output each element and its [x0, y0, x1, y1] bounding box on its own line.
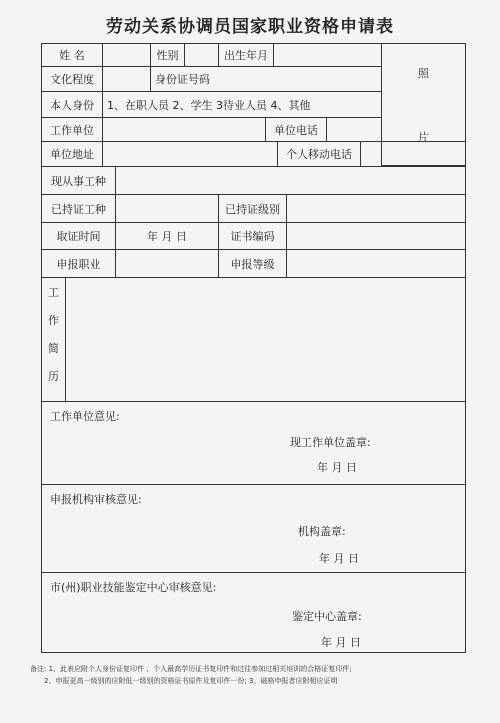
held-job-field[interactable] [115, 194, 219, 223]
photo-char-1: 照 [418, 66, 429, 80]
resume-char-2: 作 [48, 314, 59, 327]
resume-char-3: 简 [48, 342, 59, 355]
obtain-time-field[interactable]: 年 月 日 [115, 222, 219, 250]
employer-phone-field[interactable] [326, 117, 382, 142]
agency-opinion-label: 申报机构审核意见: [50, 493, 142, 506]
resume-field[interactable] [65, 277, 466, 402]
note-line-1: 备注: 1、此表应附个人身份证复印件 、个人最高学历证书复印件和过往参加过相关培训的合格证复印件; [30, 665, 352, 673]
agency-date: 年 月 日 [319, 552, 359, 565]
resume-char-1: 工 [48, 286, 59, 299]
held-level-field[interactable] [286, 194, 466, 223]
address-label: 单位地址 [41, 141, 103, 167]
employer-field[interactable] [102, 117, 266, 142]
employer-opinion-section[interactable] [41, 401, 466, 485]
employer-date: 年 月 日 [317, 461, 357, 474]
photo-char-2: 片 [418, 130, 429, 144]
employer-seal-label: 现工作单位盖章: [290, 436, 371, 449]
name-field[interactable] [102, 43, 151, 67]
center-date: 年 月 日 [321, 636, 361, 649]
mobile-field[interactable] [360, 141, 466, 167]
identity-options[interactable]: 1、在职人员 2、学生 3待业人员 4、其他 [102, 91, 382, 118]
center-opinion-section[interactable] [41, 572, 466, 653]
application-form [41, 43, 466, 653]
apply-level-field[interactable] [286, 249, 466, 278]
current-job-field[interactable] [115, 166, 466, 195]
apply-job-label: 申报职业 [41, 249, 116, 278]
address-field[interactable] [102, 141, 278, 167]
employer-phone-label: 单位电话 [265, 117, 327, 142]
agency-seal-label: 机构盖章: [298, 525, 346, 538]
employer-label: 工作单位 [41, 117, 103, 142]
cert-no-label: 证书编码 [218, 222, 287, 250]
note-line-2: 2、申报更高一级别的应附低一级别的资格证书原件及复印件一份; 3、破格申报者应附相应证明 [44, 677, 338, 685]
education-field[interactable] [102, 66, 151, 92]
apply-level-label: 申报等级 [218, 249, 287, 278]
apply-job-field[interactable] [115, 249, 219, 278]
notes [30, 663, 480, 687]
agency-opinion-section[interactable] [41, 484, 466, 573]
resume-char-4: 历 [48, 370, 59, 383]
held-job-label: 已持证工种 [41, 194, 116, 223]
birth-field[interactable] [273, 43, 382, 67]
id-number-label: 身份证号码 [155, 73, 210, 86]
obtain-time-label: 取证时间 [41, 222, 116, 250]
birth-label: 出生年月 [218, 43, 274, 67]
name-label: 姓 名 [41, 43, 103, 67]
cert-no-field[interactable] [286, 222, 466, 250]
education-label: 文化程度 [41, 66, 103, 92]
current-job-label: 现从事工种 [41, 166, 116, 195]
identity-label: 本人身份 [41, 91, 103, 118]
gender-label: 性别 [150, 43, 185, 67]
resume-label [41, 277, 66, 402]
form-title: 劳动关系协调员国家职业资格申请表 [106, 17, 394, 37]
id-number-field[interactable] [150, 66, 382, 92]
gender-field[interactable] [184, 43, 219, 67]
held-level-label: 已持证级别 [218, 194, 287, 223]
employer-opinion-label: 工作单位意见: [50, 410, 120, 423]
mobile-label: 个人移动电话 [277, 141, 361, 167]
center-seal-label: 鉴定中心盖章: [292, 610, 362, 623]
center-opinion-label: 市(州)职业技能鉴定中心审核意见: [50, 581, 217, 594]
